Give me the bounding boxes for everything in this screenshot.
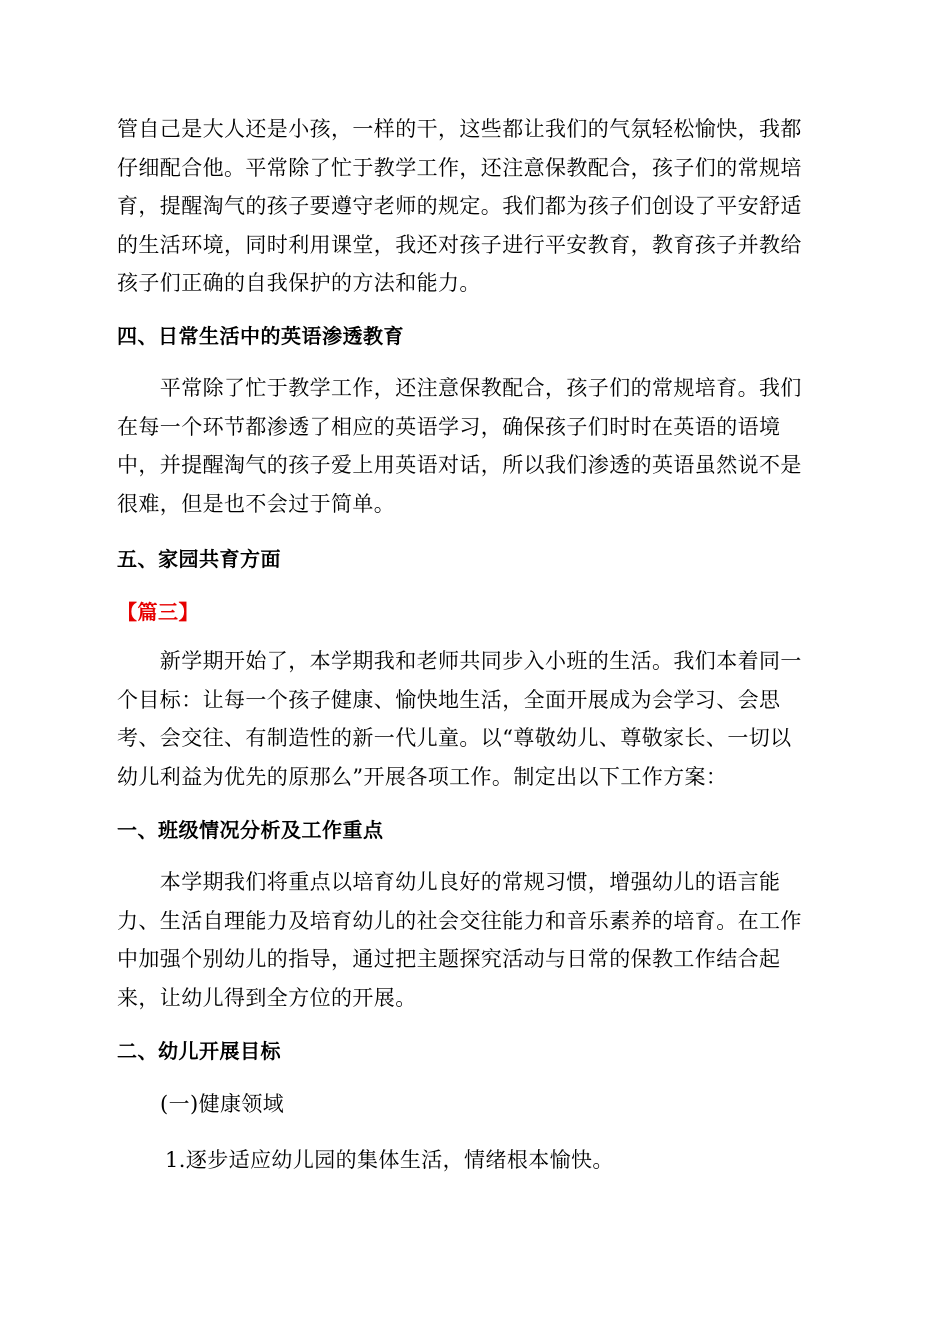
text-line: 幼儿利益为优先的原那么”开展各项工作。制定出以下工作方案： <box>117 764 728 789</box>
text-line: 个目标：让每一个孩子健康、愉快地生活，全面开展成为会学习、会思 <box>117 687 781 712</box>
text-line: 平常除了忙于教学工作，还注意保教配合，孩子们的常规培育。我们 <box>117 376 802 400</box>
paragraph-continued <box>117 110 833 303</box>
text-line: 中加强个别幼儿的指导，通过把主题探究活动与日常的保教工作结合起 <box>117 947 781 971</box>
text-line: 本学期我们将重点以培育幼儿良好的常规习惯，增强幼儿的语言能 <box>117 870 781 894</box>
text-line: 育，提醒淘气的孩子要遵守老师的规定。我们都为孩子们创设了平安舒适 <box>117 194 802 218</box>
text-line: 中，并提醒淘气的孩子爱上用英语对话，所以我们渗透的英语虽然说不是 <box>117 453 802 477</box>
text-line: 在每一个环节都渗透了相应的英语学习，确保孩子们时时在英语的语境 <box>117 414 781 439</box>
subheading-health: (一)健康领域 <box>160 1092 285 1116</box>
text-line: 新学期开始了，本学期我和老师共同步入小班的生活。我们本着同一 <box>117 649 802 673</box>
text-line: 的生活环境，同时利用课堂，我还对孩子进行平安教育，教育孩子并教给 <box>117 232 802 257</box>
paragraph-class-analysis <box>117 863 833 1017</box>
heading-english-education: 四、日常生活中的英语渗透教育 <box>117 324 404 348</box>
list-item: 1.逐步适应幼儿园的集体生活，情绪根本愉快。 <box>165 1148 614 1172</box>
heading-class-analysis: 一、班级情况分析及工作重点 <box>117 818 384 842</box>
paragraph-intro <box>117 642 833 796</box>
section-title: 【篇三】 <box>117 600 199 624</box>
text-line: 管自己是大人还是小孩，一样的干，这些都让我们的气氛轻松愉快，我都 <box>117 117 802 141</box>
text-line: 力、生活自理能力及培育幼儿的社会交往能力和音乐素养的培育。在工作 <box>117 908 802 933</box>
text-line: 孩子们正确的自我保护的方法和能力。 <box>117 271 481 295</box>
text-line: 很难，但是也不会过于简单。 <box>117 491 396 516</box>
heading-home-school: 五、家园共育方面 <box>117 547 281 571</box>
text-line: 来，让幼儿得到全方位的开展。 <box>117 985 417 1010</box>
text-line: 考、会交往、有制造性的新一代儿童。以“尊敬幼儿、尊敬家长、一切以 <box>117 726 792 750</box>
paragraph-english-education <box>117 369 833 523</box>
text-line: 仔细配合他。平常除了忙于教学工作，还注意保教配合，孩子们的常规培 <box>117 155 802 180</box>
heading-development-goals: 二、幼儿开展目标 <box>117 1039 281 1063</box>
